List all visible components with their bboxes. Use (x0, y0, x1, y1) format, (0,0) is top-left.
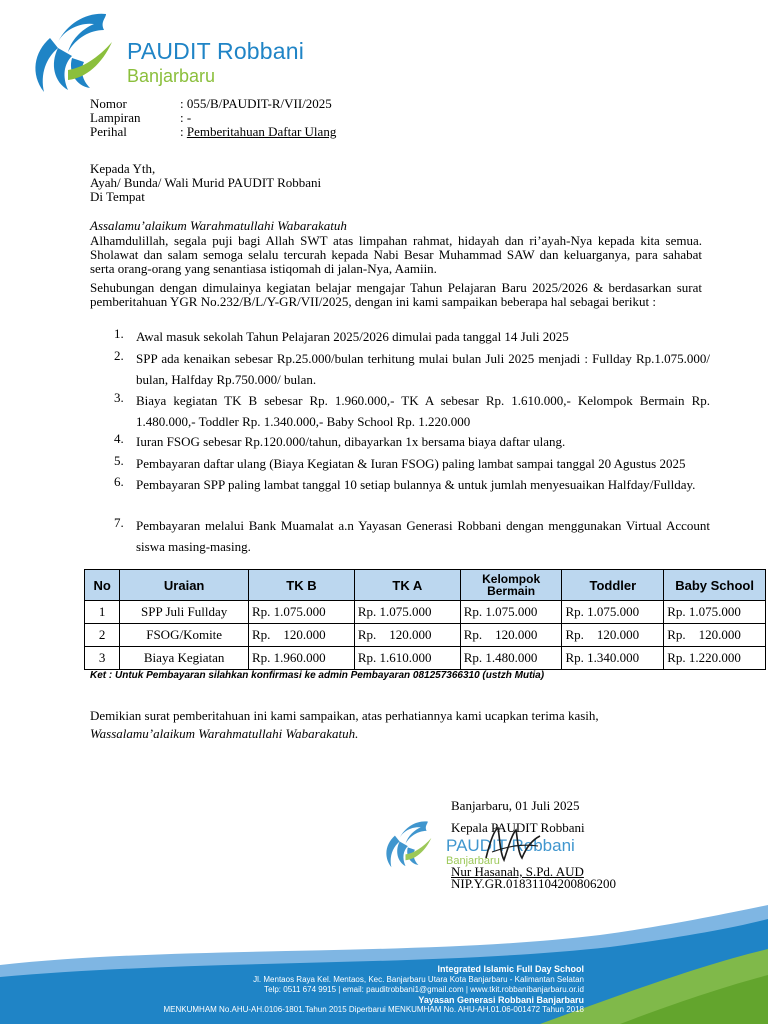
nomor-label: Nomor (90, 96, 127, 111)
table-cell: Rp. 120.000 (562, 624, 664, 647)
recipient-line-2: Ayah/ Bunda/ Wali Murid PAUDIT Robbani (90, 175, 322, 190)
table-cell: FSOG/Komite (120, 624, 249, 647)
list-number: 1. (114, 326, 124, 341)
handwritten-signature (478, 822, 548, 866)
table-cell: Rp. 120.000 (354, 624, 460, 647)
table-cell: 1 (85, 601, 120, 624)
footer-contact: Telp: 0511 674 9915 | email: pauditrobbani1@gmail.com | www.tkit.robbanibanjarbaru.or.id (264, 985, 584, 994)
org-name: PAUDIT Robbani (127, 38, 305, 64)
perihal-value-wrap (180, 125, 336, 139)
table-cell: Rp. 1.075.000 (460, 601, 562, 624)
perihal-colon: : (180, 124, 187, 139)
place-date: Banjarbaru, 01 Juli 2025 (451, 798, 580, 813)
meta-perihal (90, 125, 490, 139)
table-cell: Rp. 1.480.000 (460, 647, 562, 670)
footer-legal: MENKUMHAM No.AHU-AH.0106-1801.Tahun 2015 Diperbarui MENKUMHAM No. AHU-AH.01.06-001472 Tahun 2018 (163, 1005, 584, 1014)
recipient-line-1: Kepada Yth, (90, 161, 156, 176)
table-cell: Rp. 1.960.000 (249, 647, 355, 670)
recipient-line-3: Di Tempat (90, 189, 145, 204)
greeting: Assalamu’alaikum Warahmatullahi Wabarakatuh (90, 218, 347, 233)
paragraph-opening: Alhamdulillah, segala puji bagi Allah SWT atas limpahan rahmat, hidayah dan ri’ayah-Nya kepada kita semua. Sholawat dan salam semoga selalu tercurah kepada Nabi Besar Muhammad SAW dan keluarganya, para sahabat serta orang-orang yang senantiasa istiqomah di jalan-Nya, Aamiin. (90, 233, 702, 277)
table-cell: Rp. 1.075.000 (664, 601, 766, 624)
table-cell: SPP Juli Fullday (120, 601, 249, 624)
table-cell: Rp. 120.000 (249, 624, 355, 647)
perihal-label: Perihal (90, 124, 127, 139)
list-text: Pembayaran SPP paling lambat tanggal 10 setiap bulannya & untuk jumlah menyesuaikan Halfday/Fullday. (136, 477, 696, 492)
signer-nip: NIP.Y.GR.01831104200806200 (451, 876, 617, 891)
list-number: 5. (114, 453, 124, 468)
list-number: 6. (114, 474, 124, 489)
list-text: Pembayaran melalui Bank Muamalat a.n Yayasan Generasi Robbani dengan menggunakan Virtual Account siswa masing-masing. (136, 518, 710, 554)
payment-note: Ket : Untuk Pembayaran silahkan konfirmasi ke admin Pembayaran 081257366310 (ustzh Mutia) (90, 670, 545, 681)
table-cell: Biaya Kegiatan (120, 647, 249, 670)
table-cell: 3 (85, 647, 120, 670)
stamp-city: Banjarbaru (446, 855, 500, 867)
column-header: Baby School (664, 570, 766, 601)
list-text: Biaya kegiatan TK B sebesar Rp. 1.960.000,- TK A sebesar Rp. 1.610.000,- Kelompok Bermain Rp. 1.480.000,- Toddler Rp. 1.340.000,- Baby School Rp. 1.220.000 (136, 393, 710, 429)
org-city: Banjarbaru (127, 66, 216, 86)
list-number: 7. (114, 515, 124, 530)
footer-address: Jl. Mentaos Raya Kel. Mentaos, Kec. Banjarbaru Utara Kota Banjarbaru - Kalimantan Selatan (253, 975, 584, 984)
list-number: 4. (114, 431, 124, 446)
list-text: Pembayaran daftar ulang (Biaya Kegiatan & Iuran FSOG) paling lambat sampai tanggal 20 Agustus 2025 (136, 456, 686, 471)
footer-foundation: Yayasan Generasi Robbani Banjarbaru (418, 995, 584, 1005)
signer-position: Kepala PAUDIT Robbani (451, 820, 585, 835)
list-text: Awal masuk sekolah Tahun Pelajaran 2025/2026 dimulai pada tanggal 14 Juli 2025 (136, 329, 569, 344)
list-text: Iuran FSOG sebesar Rp.120.000/tahun, dibayarkan 1x bersama biaya daftar ulang. (136, 434, 566, 449)
column-header: Toddler (562, 570, 664, 601)
lampiran-label: Lampiran (90, 110, 141, 125)
meta-nomor (90, 97, 490, 111)
list-number: 2. (114, 348, 124, 363)
column-header: Kelompok Bermain (460, 570, 562, 601)
perihal-value: Pemberitahuan Daftar Ulang (186, 124, 337, 139)
table-cell: Rp. 1.340.000 (562, 647, 664, 670)
closing-line: Demikian surat pemberitahuan ini kami sampaikan, atas perhatiannya kami ucapkan terima kasih, (90, 708, 599, 723)
column-header: TK A (354, 570, 460, 601)
stamp-logo-icon (382, 818, 436, 872)
table-cell: 2 (85, 624, 120, 647)
column-header: Uraian (120, 570, 249, 601)
fee-table (84, 569, 766, 670)
list-number: 3. (114, 390, 124, 405)
column-header: No (85, 570, 120, 601)
table-header-row (85, 570, 766, 601)
paragraph-context: Sehubungan dengan dimulainya kegiatan belajar mengajar Tahun Pelajaran Baru 2025/2026 & berdasarkan surat pemberitahuan YGR No.232/B/L/Y-GR/VII/2025, dengan ini kami sampaikan beberapa hal sebagai berikut : (90, 280, 702, 310)
table-cell: Rp. 1.610.000 (354, 647, 460, 670)
list-text: SPP ada kenaikan sebesar Rp.25.000/bulan terhitung mulai bulan Juli 2025 menjadi : Fullday Rp.1.075.000/ bulan, Halfday Rp.750.000/ bulan. (136, 351, 710, 387)
nomor-value: : 055/B/PAUDIT-R/VII/2025 (180, 96, 332, 111)
table-cell: Rp. 1.075.000 (249, 601, 355, 624)
table-row (85, 601, 766, 624)
table-cell: Rp. 1.075.000 (562, 601, 664, 624)
column-header: TK B (249, 570, 355, 601)
table-row (85, 647, 766, 670)
table-cell: Rp. 1.075.000 (354, 601, 460, 624)
lampiran-value: : - (180, 110, 192, 125)
closing-salam: Wassalamu’alaikum Warahmatullahi Wabarakatuh. (90, 726, 359, 741)
signer-name: Nur Hasanah, S.Pd. AUD (451, 864, 584, 879)
meta-lampiran (90, 111, 490, 125)
table-cell: Rp. 120.000 (460, 624, 562, 647)
footer-school-type: Integrated Islamic Full Day School (437, 964, 584, 974)
table-cell: Rp. 120.000 (664, 624, 766, 647)
table-cell: Rp. 1.220.000 (664, 647, 766, 670)
table-row (85, 624, 766, 647)
stamp-org-name: PAUDIT Robbani (446, 836, 575, 855)
school-logo-icon (28, 8, 120, 100)
